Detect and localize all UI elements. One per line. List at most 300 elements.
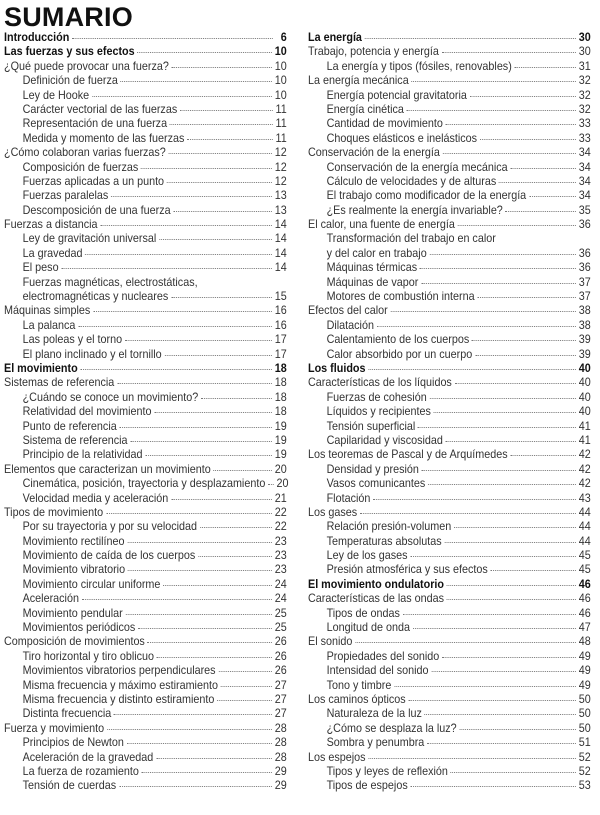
toc-page-number: 12 — [274, 160, 287, 174]
toc-section — [4, 218, 287, 232]
dot-leader — [127, 541, 272, 543]
dot-leader — [80, 368, 271, 370]
toc-section — [308, 751, 591, 765]
dot-leader — [451, 771, 576, 773]
toc-subsection — [308, 520, 591, 534]
toc-entry-title: Densidad y presión — [326, 462, 419, 476]
toc-entry-title: Movimiento de caída de los cuerpos — [22, 549, 196, 563]
toc-entry-title: Energía potencial gravitatoria — [326, 88, 467, 102]
toc-subsection — [308, 261, 591, 275]
toc-page-number: 37 — [578, 275, 591, 289]
dot-leader — [173, 210, 271, 212]
toc-entry-title: Propiedades del sonido — [326, 649, 440, 663]
toc-entry-title: Calor absorbido por un cuerpo — [326, 347, 473, 361]
toc-subsection — [4, 578, 287, 592]
toc-page-number: 39 — [578, 333, 591, 347]
toc-page-number: 40 — [578, 361, 591, 375]
dot-leader — [421, 282, 576, 284]
toc-page-number: 49 — [578, 649, 591, 663]
dot-leader — [217, 699, 272, 701]
toc-entry-title: Aceleración — [22, 592, 79, 606]
toc-subsection — [4, 420, 287, 434]
toc-page-number: 18 — [274, 376, 287, 390]
toc-subsection — [4, 707, 287, 721]
toc-page-number: 40 — [578, 376, 591, 390]
toc-entry-title: La gravedad — [22, 246, 83, 260]
dot-leader — [119, 785, 272, 787]
toc-left-column — [4, 31, 287, 794]
toc-subsection — [4, 74, 287, 88]
toc-entry-title: Tono y timbre — [326, 678, 392, 692]
toc-page-number: 45 — [578, 549, 591, 563]
toc-entry-title: Longitud de onda — [326, 621, 410, 635]
dot-leader — [499, 239, 577, 240]
toc-subsection — [308, 650, 591, 664]
toc-entry-title: electromagnéticas y nucleares — [22, 290, 169, 304]
toc-subsection — [308, 161, 591, 175]
toc-page-number: 35 — [578, 203, 591, 217]
dot-leader — [368, 368, 576, 370]
dot-leader — [447, 598, 576, 600]
toc-page-number: 25 — [274, 606, 287, 620]
toc-page-number: 31 — [578, 59, 591, 73]
toc-page-number: 22 — [274, 505, 287, 519]
toc-page-number: 6 — [280, 31, 287, 44]
dot-leader — [130, 440, 272, 442]
toc-section — [4, 506, 287, 520]
toc-page-number: 11 — [275, 131, 287, 145]
toc-entry-title: Principio de la relatividad — [22, 448, 143, 462]
toc-subsection — [4, 189, 287, 203]
toc-page-number: 28 — [274, 736, 287, 750]
toc-subsection — [308, 621, 591, 635]
toc-entry-title: Definición de fuerza — [22, 74, 118, 88]
toc-entry-title: Las fuerzas y sus efectos — [4, 45, 135, 59]
toc-subsection — [4, 175, 287, 189]
toc-entry-title: Máquinas térmicas — [326, 261, 418, 275]
dot-leader — [365, 37, 576, 39]
toc-page-number: 34 — [578, 189, 591, 203]
toc-page-number: 13 — [274, 189, 287, 203]
toc-section — [308, 146, 591, 160]
dot-leader — [510, 167, 576, 169]
dot-leader — [446, 123, 576, 125]
dot-leader — [368, 757, 576, 759]
toc-subsection — [308, 204, 591, 218]
dot-leader — [159, 238, 272, 240]
toc-subsection — [308, 722, 591, 736]
dot-leader — [170, 123, 273, 125]
toc-page-number: 26 — [274, 664, 287, 678]
toc-entry-title: Los fluidos — [308, 361, 366, 375]
toc-subsection — [4, 348, 287, 362]
toc-subsection — [308, 319, 591, 333]
toc-section — [308, 448, 591, 462]
toc-page-number: 23 — [274, 549, 287, 563]
dot-leader — [403, 613, 576, 615]
toc-section — [4, 146, 287, 160]
dot-leader — [429, 253, 575, 255]
toc-entry-title: Ley de los gases — [326, 549, 408, 563]
dot-leader — [78, 325, 272, 327]
toc-section — [308, 693, 591, 707]
toc-page-number: 19 — [274, 448, 287, 462]
toc-subsection — [308, 117, 591, 131]
dot-leader — [480, 138, 576, 140]
toc-page-number: 32 — [578, 88, 591, 102]
dot-leader — [145, 454, 272, 456]
toc-page-number: 52 — [578, 764, 591, 778]
toc-page-number: 32 — [578, 74, 591, 88]
toc-subsection — [4, 204, 287, 218]
dot-leader — [425, 713, 576, 715]
toc-section — [4, 304, 287, 318]
toc-page-number: 13 — [274, 203, 287, 217]
toc-page-number: 17 — [274, 333, 287, 347]
toc-page-number: 37 — [578, 290, 591, 304]
toc-page-number: 41 — [578, 433, 591, 447]
dot-leader — [106, 512, 272, 514]
toc-section — [308, 376, 591, 390]
toc-entry-title: Los gases — [308, 505, 358, 519]
toc-page-number: 42 — [578, 462, 591, 476]
dot-leader — [442, 51, 576, 53]
toc-page-number: 38 — [578, 304, 591, 318]
dot-leader — [164, 354, 271, 356]
toc-entry-title: Sistema de referencia — [22, 433, 128, 447]
toc-page-number: 27 — [274, 678, 287, 692]
toc-page-number: 27 — [274, 692, 287, 706]
toc-subsection — [308, 779, 591, 793]
toc-entry-title: Cálculo de velocidades y de alturas — [326, 174, 497, 188]
toc-page-number: 44 — [578, 520, 591, 534]
toc-page-number: 18 — [274, 405, 287, 419]
toc-page-number: 49 — [578, 664, 591, 678]
dot-leader — [391, 310, 576, 312]
toc-subsection — [4, 247, 287, 261]
toc-page-number: 23 — [274, 534, 287, 548]
toc-page-number: 46 — [578, 577, 591, 591]
toc-page-number: 10 — [274, 74, 287, 88]
toc-page-number: 27 — [274, 707, 287, 721]
toc-subsection — [308, 679, 591, 693]
toc-entry-title: ¿Cuándo se conoce un movimiento? — [22, 390, 199, 404]
toc-subsection — [4, 117, 287, 131]
dot-leader — [411, 80, 575, 82]
toc-subsection — [308, 290, 591, 304]
toc-entry-title: El trabajo como modificador de la energía — [326, 189, 527, 203]
toc-entry-title: y del calor en trabajo — [326, 246, 427, 260]
toc-subsection — [308, 103, 591, 117]
toc-page-number: 14 — [274, 261, 287, 275]
toc-subsection — [308, 276, 591, 290]
dot-leader — [499, 181, 576, 183]
toc-entry-title: Tensión superficial — [326, 419, 416, 433]
dot-leader — [459, 728, 575, 730]
toc-entry-title: Aceleración de la gravedad — [22, 750, 154, 764]
toc-page-number: 38 — [578, 318, 591, 332]
toc-subsection — [4, 549, 287, 563]
toc-subsection — [308, 420, 591, 434]
toc-page-number: 29 — [274, 779, 287, 793]
toc-entry-title: Composición de movimientos — [4, 635, 145, 649]
toc-entry-title: Intensidad del sonido — [326, 664, 429, 678]
toc-page-number: 43 — [578, 491, 591, 505]
dot-leader — [218, 670, 272, 672]
toc-subsection — [308, 189, 591, 203]
toc-subsection — [4, 232, 287, 246]
toc-entry-title: Flotación — [326, 491, 371, 505]
toc-chapter — [4, 362, 287, 376]
toc-subsection — [4, 520, 287, 534]
toc-subsection — [4, 621, 287, 635]
toc-entry-title: ¿Qué puede provocar una fuerza? — [4, 59, 169, 73]
dot-leader — [418, 426, 576, 428]
toc-entry-title: La energía mecánica — [308, 74, 409, 88]
toc-entry-title: Principios de Newton — [22, 736, 124, 750]
toc-subsection — [4, 405, 287, 419]
dot-leader — [446, 440, 576, 442]
toc-entry-title: Motores de combustión interna — [326, 290, 475, 304]
toc-page-number: 36 — [578, 218, 591, 232]
toc-entry-title: Fuerzas a distancia — [4, 218, 98, 232]
toc-page-number: 14 — [274, 218, 287, 232]
toc-page-number: 33 — [578, 117, 591, 131]
toc-section — [308, 592, 591, 606]
toc-entry-title: Movimiento vibratorio — [22, 563, 126, 577]
toc-entry-title: Los caminos ópticos — [308, 692, 406, 706]
toc-entry-title: Dilatación — [326, 318, 374, 332]
toc-page-number: 22 — [274, 520, 287, 534]
toc-page-number: 40 — [578, 390, 591, 404]
toc-subsection — [4, 535, 287, 549]
toc-entry-title: Fuerza y movimiento — [4, 721, 105, 735]
dot-leader — [148, 641, 272, 643]
toc-entry-title: Relatividad del movimiento — [22, 405, 152, 419]
toc-section — [4, 376, 287, 390]
toc-page-number: 23 — [274, 563, 287, 577]
dot-leader — [93, 310, 272, 312]
toc-entry-title: Cantidad de movimiento — [326, 117, 443, 131]
toc-subsection — [308, 492, 591, 506]
toc-entry-title: Composición de fuerzas — [22, 160, 139, 174]
toc-page-number: 32 — [578, 102, 591, 116]
toc-page-number: 19 — [274, 419, 287, 433]
dot-leader — [171, 498, 272, 500]
dot-leader — [420, 267, 576, 269]
toc-entry-title: El plano inclinado y el tornillo — [22, 347, 162, 361]
toc-subsection — [4, 607, 287, 621]
dot-leader — [408, 699, 575, 701]
toc-entry-title: Energía cinética — [326, 102, 404, 116]
toc-entry-title: El calor, una fuente de energía — [308, 218, 455, 232]
toc-section — [4, 463, 287, 477]
toc-page-number: 26 — [274, 635, 287, 649]
dot-leader — [407, 109, 576, 111]
toc-entry-title: Ley de Hooke — [22, 88, 90, 102]
toc-entry-title: ¿Cómo se desplaza la luz? — [326, 721, 457, 735]
dot-leader — [506, 210, 576, 212]
dot-leader — [444, 541, 575, 543]
toc-subsection — [4, 779, 287, 793]
dot-leader — [142, 771, 272, 773]
toc-page-number: 29 — [274, 764, 287, 778]
toc-entry-title: El movimiento ondulatorio — [308, 577, 444, 591]
toc-subsection — [308, 405, 591, 419]
toc-page-number: 47 — [578, 621, 591, 635]
toc-subsection — [308, 391, 591, 405]
toc-entry-title: Calentamiento de los cuerpos — [326, 333, 470, 347]
toc-subsection — [308, 60, 591, 74]
toc-entry-title: Relación presión-volumen — [326, 520, 452, 534]
toc-subsection — [4, 693, 287, 707]
toc-subsection — [4, 563, 287, 577]
toc-entry-title: Distinta frecuencia — [22, 707, 112, 721]
dot-leader — [470, 95, 576, 97]
toc-page-number: 39 — [578, 347, 591, 361]
toc-page-number: 24 — [274, 592, 287, 606]
toc-subsection — [308, 333, 591, 347]
dot-leader — [360, 512, 576, 514]
toc-subsection — [4, 650, 287, 664]
toc-entry-title: Sistemas de referencia — [4, 376, 115, 390]
toc-entry-title: Naturaleza de la luz — [326, 707, 422, 721]
toc-section — [4, 722, 287, 736]
toc-subsection — [308, 132, 591, 146]
toc-entry-title: Tiro horizontal y tiro oblicuo — [22, 649, 155, 663]
dot-leader — [117, 382, 272, 384]
toc-entry-title: Las poleas y el torno — [22, 333, 123, 347]
dot-leader — [200, 283, 272, 284]
dot-leader — [477, 296, 575, 298]
dot-leader — [127, 742, 272, 744]
toc-page-number: 49 — [578, 678, 591, 692]
toc-page-number: 42 — [578, 477, 591, 491]
toc-entry-title: Tensión de cuerdas — [22, 779, 117, 793]
toc-subsection — [4, 664, 287, 678]
toc-entry-title: Tipos y leyes de reflexión — [326, 764, 448, 778]
dot-leader — [515, 66, 576, 68]
dot-leader — [156, 757, 272, 759]
toc-entry-title: Vasos comunicantes — [326, 477, 426, 491]
toc-page-number: 28 — [274, 750, 287, 764]
dot-leader — [475, 354, 576, 356]
toc-page-number: 30 — [578, 45, 591, 59]
toc-page-number: 45 — [578, 563, 591, 577]
toc-entry-title: Ley de gravitación universal — [22, 232, 157, 246]
toc-page-number: 34 — [578, 174, 591, 188]
dot-leader — [529, 195, 576, 197]
toc-page-number: 36 — [578, 261, 591, 275]
toc-entry-title: Tipos de ondas — [326, 606, 400, 620]
toc-page-number: 24 — [274, 577, 287, 591]
toc-entry-title: Movimientos periódicos — [22, 621, 136, 635]
toc-entry-title: La energía y tipos (fósiles, renovables) — [326, 59, 512, 73]
toc-page-number: 15 — [274, 290, 287, 304]
toc-page-number: 53 — [578, 779, 591, 793]
dot-leader — [431, 670, 576, 672]
toc-entry-title: Los espejos — [308, 750, 366, 764]
toc-subsection — [4, 592, 287, 606]
toc-page-number: 52 — [578, 750, 591, 764]
toc-subsection — [308, 232, 591, 246]
toc-page-number: 11 — [275, 102, 287, 116]
dot-leader — [138, 627, 272, 629]
toc-entry-title: Cinemática, posición, trayectoria y desplazamiento — [22, 477, 266, 491]
toc-page-number: 50 — [578, 692, 591, 706]
toc-entry-title: Características de los líquidos — [308, 376, 452, 390]
dot-leader — [394, 685, 576, 687]
toc-subsection — [4, 477, 287, 491]
toc-subsection — [308, 535, 591, 549]
toc-page-number: 18 — [274, 390, 287, 404]
dot-leader — [413, 627, 576, 629]
toc-subsection — [4, 434, 287, 448]
toc-page-number: 30 — [578, 31, 591, 44]
toc-subsection — [4, 161, 287, 175]
dot-leader — [472, 339, 576, 341]
dot-leader — [442, 656, 576, 658]
toc-chapter — [308, 362, 591, 376]
toc-section — [308, 635, 591, 649]
dot-leader — [268, 483, 274, 485]
dot-leader — [107, 728, 272, 730]
toc-subsection — [4, 751, 287, 765]
toc-entry-title: Descomposición de una fuerza — [22, 203, 171, 217]
dot-leader — [377, 325, 576, 327]
dot-leader — [198, 555, 272, 557]
toc-subsection — [4, 261, 287, 275]
dot-leader — [510, 454, 576, 456]
toc-section — [4, 635, 287, 649]
toc-section — [308, 74, 591, 88]
toc-entry-title: Tipos de movimiento — [4, 505, 104, 519]
dot-leader — [187, 138, 273, 140]
toc-chapter — [4, 31, 287, 45]
toc-section — [308, 45, 591, 59]
toc-entry-title: Líquidos y recipientes — [326, 405, 431, 419]
dot-leader — [443, 152, 576, 154]
toc-page-number: 14 — [274, 232, 287, 246]
toc-section — [308, 304, 591, 318]
dot-leader — [72, 37, 273, 39]
toc-entry-title: La fuerza de rozamiento — [22, 764, 139, 778]
toc-page-number: 16 — [274, 304, 287, 318]
toc-page-number: 19 — [274, 433, 287, 447]
toc-subsection — [308, 549, 591, 563]
dot-leader — [128, 569, 272, 571]
toc-chapter — [4, 45, 287, 59]
toc-entry-title: ¿Cómo colaboran varias fuerzas? — [4, 146, 166, 160]
dot-leader — [85, 253, 272, 255]
toc-entry-title: Movimiento rectilíneo — [22, 534, 125, 548]
toc-entry-title: Carácter vectorial de las fuerzas — [22, 102, 178, 116]
dot-leader — [447, 584, 576, 586]
toc-page-number: 34 — [578, 146, 591, 160]
toc-page-number: 25 — [274, 621, 287, 635]
dot-leader — [171, 296, 272, 298]
toc-subsection — [308, 434, 591, 448]
dot-leader — [427, 742, 576, 744]
dot-leader — [167, 181, 272, 183]
toc-entry-title: ¿Es realmente la energía invariable? — [326, 203, 503, 217]
toc-page-number: 44 — [578, 505, 591, 519]
dot-leader — [373, 498, 576, 500]
toc-entry-title: Por su trayectoria y por su velocidad — [22, 520, 198, 534]
dot-leader — [454, 526, 576, 528]
toc-entry-title: Características de las ondas — [308, 592, 445, 606]
toc-page-number: 46 — [578, 606, 591, 620]
